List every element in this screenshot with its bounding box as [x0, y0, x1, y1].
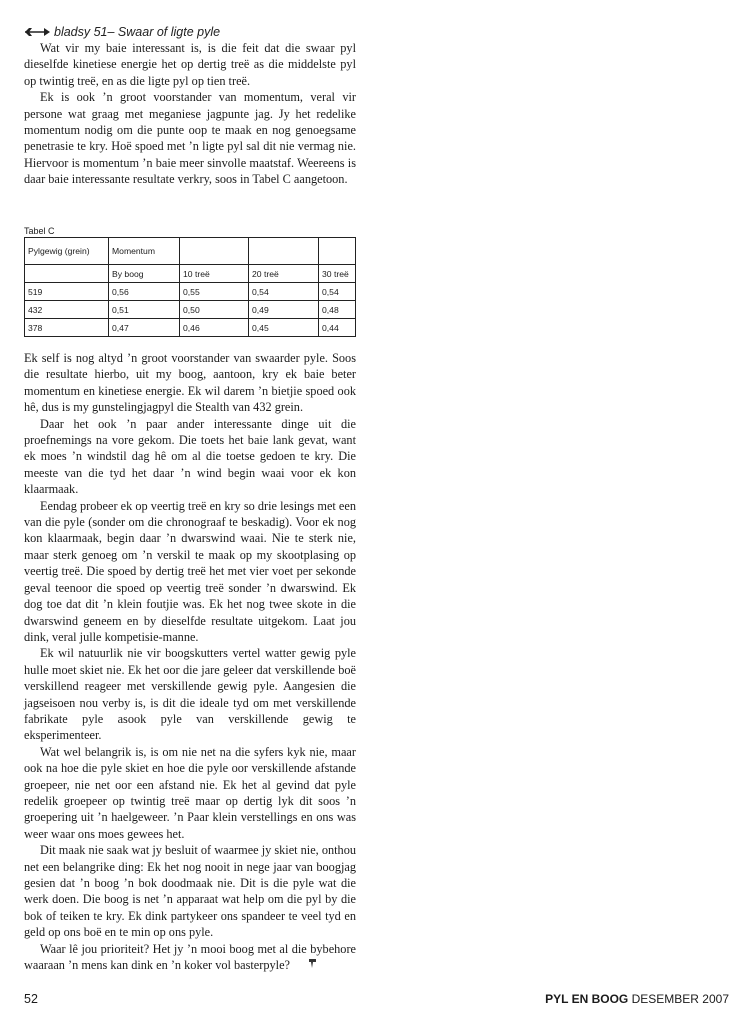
- table-cell: 0,51: [109, 301, 180, 319]
- momentum-table: [24, 237, 356, 337]
- table-cell: 0,44: [319, 319, 356, 337]
- table-cell: 0,56: [109, 283, 180, 301]
- table-cell: 0,47: [109, 319, 180, 337]
- paragraph-text: Waar lê jou prioriteit? Het jy ’n mooi boog met al die bybehore waaraan ’n mens kan dink en ’n koker vol basterpyle?: [24, 941, 356, 973]
- table-cell: 0,55: [180, 283, 249, 301]
- table-row: [25, 283, 356, 301]
- table-header-cell: Momentum: [109, 238, 180, 265]
- table-cell: 0,50: [180, 301, 249, 319]
- table-cell: By boog: [109, 265, 180, 283]
- article-column-top: [24, 40, 356, 188]
- paragraph: Wat vir my baie interessant is, is die feit dat die swaar pyl dieselfde kinetiese energie het op dertig treë as die middelste pyl op twintig treë, en as die ligte pyl op tien treë.: [24, 41, 356, 88]
- table-row: [25, 301, 356, 319]
- article-header: [24, 22, 220, 42]
- table-cell: 0,46: [180, 319, 249, 337]
- table-caption: Tabel C: [24, 226, 55, 236]
- table-cell: 10 treë: [180, 265, 249, 283]
- magazine-name: PYL EN BOOG: [545, 992, 629, 1006]
- table-header-row: [25, 238, 356, 265]
- paragraph: Eendag probeer ek op veertig treë en kry so drie lesings met een van die pyle (sonder om die chronograaf te beskadig). Voor ek nog kon klaarmaak, begin daar ’n dwarswind waai. Nie te sterk nie, maar sterk genoeg om ’n verskil te maak op my skootplasing op veertig treë. Die spoed by dertig treë het met vier voet per sekonde geval teenoor die spoed op veertig treë sonder ’n dwarswind. Ek dog toe dat dit ’n klein foutjie was. Ek het nog twee skote in die dwarswind geneem en by dieselfde resultate uitgekom. Laat jou dink, veral julle kompetisie-manne.: [24, 498, 356, 644]
- issue-date: DESEMBER 2007: [631, 992, 729, 1006]
- table-row: [25, 319, 356, 337]
- table-header-cell: [249, 238, 319, 265]
- paragraph: Wat wel belangrik is, is om nie net na die syfers kyk nie, maar ook na hoe die pyle skiet en hoe die pyle oor verskillende afstande groepeer, nie net oor een afstand nie. Ek het al gevind dat pyle redelik groepeer op twintig treë maar op dertig lyk dit soos ’n groepering uit ’n haelgeweer. ’n Paar klein verstellings en ons was weer waar ons moes gewees het.: [24, 744, 356, 841]
- table-cell: [25, 265, 109, 283]
- table-cell: 378: [25, 319, 109, 337]
- arrow-icon: [24, 26, 50, 38]
- publication-footer: [545, 992, 729, 1006]
- paragraph: Ek self is nog altyd ’n groot voorstander van swaarder pyle. Soos die resultate hierbo, uit my boog, aantoon, kry ek baie beter momentum en kinetiese energie. Ek wil darem ’n bietjie spoed ook hê, dus is my gunstelingjagpyl die Stealth van 432 grein.: [24, 351, 356, 415]
- table-cell: 432: [25, 301, 109, 319]
- page-number: 52: [24, 992, 38, 1006]
- table-cell: 0,45: [249, 319, 319, 337]
- article-column-bottom: [24, 350, 356, 973]
- table-cell: 0,48: [319, 301, 356, 319]
- paragraph-last: [24, 941, 356, 974]
- table-cell: 20 treë: [249, 265, 319, 283]
- table-cell: 0,54: [319, 283, 356, 301]
- table-subheader-row: [25, 265, 356, 283]
- table-header-cell: [180, 238, 249, 265]
- paragraph: Ek wil natuurlik nie vir boogskutters vertel watter gewig pyle hulle moet skiet nie. Ek het oor die jare geleer dat verskillende boë verskillend reageer met verskillende gewig pyle. Aangesien die jagseisoen nou verby is, is dit die ideale tyd om met verskillende fabrikate pyle asook pyle van verskillende gewig te eksperimenteer.: [24, 646, 356, 743]
- table-cell: 0,49: [249, 301, 319, 319]
- table-cell: 519: [25, 283, 109, 301]
- paragraph: Ek is ook ’n groot voorstander van momentum, veral vir persone wat graag met meganiese jagpunte jag. Jy het redelike momentum nodig om die punte oop te maak en nog genoegsame penetrasie te kry. Hoë spoed met ’n ligte pyl sal dit nie vermag nie. Hiervoor is momentum ’n baie meer sinvolle maatstaf. Weereens is daar baie interessante resultate verkry, soos in Tabel C aangetoon.: [24, 90, 356, 187]
- table-header-cell: Pylgewig (grein): [25, 238, 109, 265]
- article-header-text: bladsy 51– Swaar of ligte pyle: [54, 25, 221, 39]
- arrowhead-end-mark-icon: [308, 958, 317, 969]
- table-c: [24, 226, 356, 337]
- table-header-cell: [319, 238, 356, 265]
- paragraph: Dit maak nie saak wat jy besluit of waarmee jy skiet nie, onthou net een belangrike ding: Ek het nog nooit in nege jaar van boogjag gesien dat ’n boog ’n bok doodmaak nie. Dit is die pyle wat die werk doen. Die boog is net ’n apparaat wat help om die pyl by die bok of teiken te kry. Ek dink partykeer ons spandeer te veel tyd en geld op ons boë en te min op ons pyle.: [24, 843, 356, 940]
- table-cell: 30 treë: [319, 265, 356, 283]
- paragraph: Daar het ook ’n paar ander interessante dinge uit die proefnemings na vore gekom. Die toets het baie lank gevat, want ek moes ’n windstil dag hê om al die toetse gedoen te kry. Die meeste van die tyd het daar ’n wind begin waai voor ek kon klaarmaak.: [24, 416, 356, 497]
- table-cell: 0,54: [249, 283, 319, 301]
